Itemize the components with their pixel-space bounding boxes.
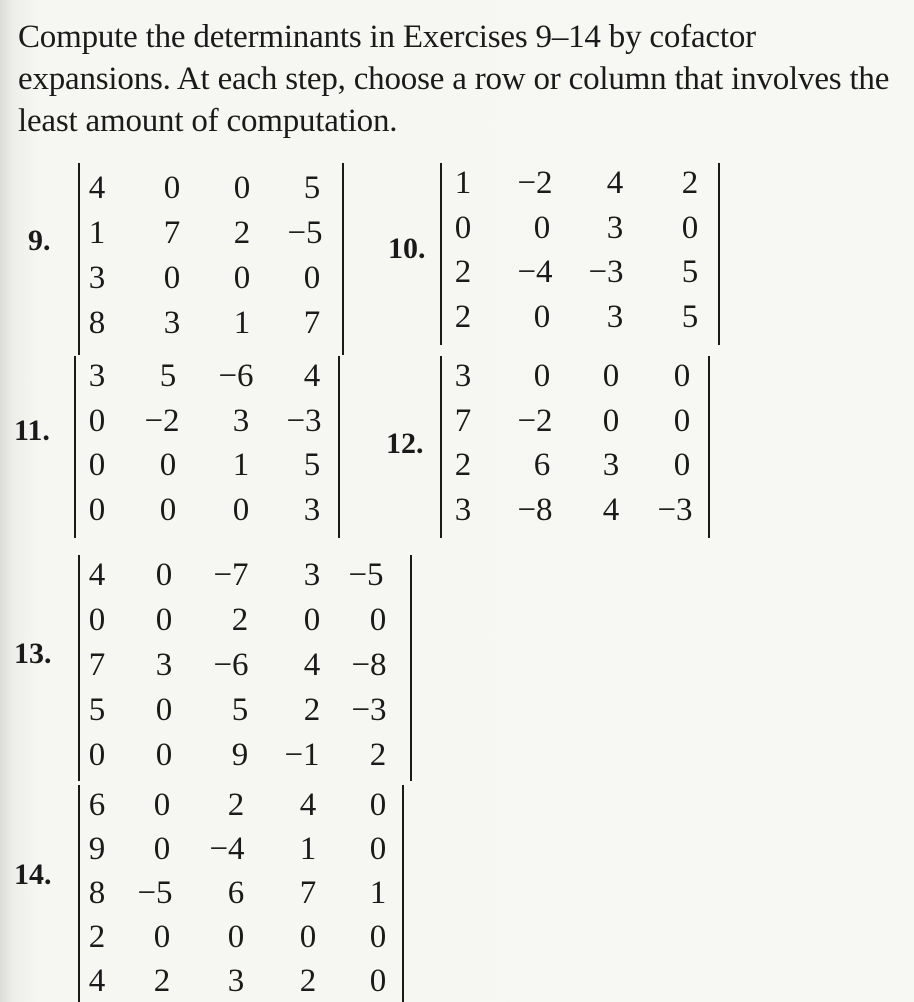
matrix-entry: 4 bbox=[602, 492, 620, 528]
matrix-entry: −4 bbox=[209, 831, 245, 867]
determinant-14 bbox=[78, 785, 404, 1002]
matrix-entry: −5 bbox=[287, 215, 323, 251]
determinant-9 bbox=[78, 163, 344, 355]
matrix-entry: −2 bbox=[517, 403, 553, 439]
matrix-entry: 0 bbox=[369, 787, 387, 823]
matrix-entry: 3 bbox=[606, 299, 624, 335]
matrix-entry: 0 bbox=[88, 447, 106, 483]
exercise-number: 9. bbox=[28, 224, 51, 257]
matrix-entry: 3 bbox=[303, 557, 321, 593]
matrix-entry: 4 bbox=[299, 787, 317, 823]
matrix-entry: 2 bbox=[369, 737, 387, 773]
matrix-entry: 4 bbox=[303, 358, 321, 394]
matrix-entry: 0 bbox=[369, 963, 387, 999]
matrix-entry: −4 bbox=[517, 254, 553, 290]
determinant-11 bbox=[74, 356, 340, 538]
matrix-entry: 1 bbox=[369, 875, 387, 911]
matrix-entry: 2 bbox=[88, 919, 106, 955]
matrix-entry: 6 bbox=[88, 787, 106, 823]
matrix-entry: 0 bbox=[533, 358, 551, 394]
matrix-entry: 0 bbox=[232, 492, 250, 528]
matrix-entry: 1 bbox=[88, 215, 106, 251]
exercise-number: 10. bbox=[388, 232, 426, 265]
matrix-entry: 0 bbox=[602, 358, 620, 394]
matrix-entry: −2 bbox=[517, 165, 553, 201]
matrix-entry: 0 bbox=[233, 260, 251, 296]
matrix-entry: 3 bbox=[606, 210, 624, 246]
matrix-entry: −6 bbox=[218, 358, 254, 394]
matrix-entry: 5 bbox=[159, 358, 177, 394]
matrix-entry: 5 bbox=[231, 692, 249, 728]
matrix-entry: 3 bbox=[602, 447, 620, 483]
matrix-entry: 3 bbox=[454, 492, 472, 528]
matrix-entry: 7 bbox=[303, 305, 321, 341]
matrix-entry: 1 bbox=[232, 447, 250, 483]
matrix-entry: 1 bbox=[299, 831, 317, 867]
matrix-entry: 3 bbox=[454, 358, 472, 394]
matrix-entry: 0 bbox=[163, 260, 181, 296]
matrix-entry: −2 bbox=[144, 403, 180, 439]
matrix-entry: −3 bbox=[351, 692, 387, 728]
matrix-entry: 2 bbox=[233, 215, 251, 251]
matrix-entry: 0 bbox=[153, 831, 171, 867]
matrix-entry: 0 bbox=[163, 170, 181, 206]
matrix-entry: 5 bbox=[303, 447, 321, 483]
matrix-entry: 0 bbox=[303, 260, 321, 296]
matrix-entry: 0 bbox=[88, 737, 106, 773]
determinant-10 bbox=[440, 163, 720, 345]
matrix-entry: 3 bbox=[303, 492, 321, 528]
matrix-entry: −5 bbox=[348, 557, 384, 593]
matrix-entry: 5 bbox=[681, 254, 699, 290]
matrix-entry: 0 bbox=[153, 919, 171, 955]
matrix-entry: 0 bbox=[155, 692, 173, 728]
matrix-entry: 3 bbox=[155, 647, 173, 683]
exercise-number: 12. bbox=[386, 427, 424, 460]
exercise-number: 13. bbox=[14, 637, 52, 670]
matrix-entry: −8 bbox=[517, 492, 553, 528]
matrix-entry: 2 bbox=[299, 963, 317, 999]
matrix-entry: −6 bbox=[213, 647, 249, 683]
matrix-entry: 0 bbox=[673, 447, 691, 483]
matrix-entry: 4 bbox=[88, 170, 106, 206]
matrix-entry: 5 bbox=[681, 299, 699, 335]
instructions-text: Compute the determinants in Exercises 9–14 by cofactor expansions. At each step, choose a row or column that involves the least amount of computation. bbox=[18, 19, 890, 139]
matrix-entry: 3 bbox=[88, 260, 106, 296]
matrix-entry: −3 bbox=[588, 254, 624, 290]
matrix-entry: 0 bbox=[299, 919, 317, 955]
matrix-entry: 2 bbox=[454, 447, 472, 483]
matrix-entry: 4 bbox=[88, 557, 106, 593]
matrix-entry: 2 bbox=[454, 299, 472, 335]
matrix-entry: 0 bbox=[155, 602, 173, 638]
matrix-entry: −1 bbox=[284, 737, 320, 773]
matrix-entry: 9 bbox=[88, 831, 106, 867]
matrix-entry: 4 bbox=[606, 165, 624, 201]
matrix-entry: 0 bbox=[369, 919, 387, 955]
exercise-number: 11. bbox=[14, 414, 50, 447]
matrix-entry: 6 bbox=[227, 875, 245, 911]
matrix-entry: 0 bbox=[159, 447, 177, 483]
matrix-entry: 0 bbox=[303, 602, 321, 638]
matrix-entry: 3 bbox=[227, 963, 245, 999]
matrix-entry: 0 bbox=[155, 557, 173, 593]
matrix-entry: 0 bbox=[369, 602, 387, 638]
matrix-entry: −8 bbox=[351, 647, 387, 683]
matrix-entry: 0 bbox=[673, 403, 691, 439]
matrix-entry: 4 bbox=[88, 963, 106, 999]
matrix-entry: 0 bbox=[233, 170, 251, 206]
matrix-entry: 4 bbox=[303, 647, 321, 683]
matrix-entry: −7 bbox=[213, 557, 249, 593]
exercise-number: 14. bbox=[14, 858, 52, 891]
matrix-entry: 6 bbox=[533, 447, 551, 483]
determinant-13 bbox=[78, 555, 412, 781]
matrix-entry: 0 bbox=[673, 358, 691, 394]
matrix-entry: 5 bbox=[303, 170, 321, 206]
matrix-entry: 0 bbox=[88, 602, 106, 638]
matrix-entry: 9 bbox=[231, 737, 249, 773]
matrix-entry: 5 bbox=[88, 692, 106, 728]
matrix-entry: 8 bbox=[88, 875, 106, 911]
matrix-entry: 3 bbox=[88, 358, 106, 394]
matrix-entry: −3 bbox=[657, 492, 693, 528]
matrix-entry: 0 bbox=[227, 919, 245, 955]
matrix-entry: 0 bbox=[602, 403, 620, 439]
matrix-entry: 0 bbox=[153, 787, 171, 823]
matrix-entry: 1 bbox=[233, 305, 251, 341]
matrix-entry: 7 bbox=[299, 875, 317, 911]
matrix-entry: −3 bbox=[286, 403, 322, 439]
matrix-entry: 0 bbox=[681, 210, 699, 246]
matrix-entry: 0 bbox=[533, 210, 551, 246]
matrix-entry: 0 bbox=[454, 210, 472, 246]
matrix-entry: 7 bbox=[454, 403, 472, 439]
matrix-entry: 2 bbox=[454, 254, 472, 290]
matrix-entry: 2 bbox=[681, 165, 699, 201]
matrix-entry: 7 bbox=[163, 215, 181, 251]
matrix-entry: 7 bbox=[88, 647, 106, 683]
matrix-entry: 1 bbox=[454, 165, 472, 201]
matrix-entry: 0 bbox=[155, 737, 173, 773]
matrix-entry: 0 bbox=[88, 492, 106, 528]
matrix-entry: 0 bbox=[369, 831, 387, 867]
matrix-entry: 3 bbox=[232, 403, 250, 439]
matrix-entry: 0 bbox=[88, 403, 106, 439]
matrix-entry: 0 bbox=[159, 492, 177, 528]
matrix-entry: −5 bbox=[137, 875, 173, 911]
matrix-entry: 0 bbox=[533, 299, 551, 335]
matrix-entry: 2 bbox=[303, 692, 321, 728]
matrix-entry: 8 bbox=[88, 305, 106, 341]
matrix-entry: 2 bbox=[227, 787, 245, 823]
determinant-12 bbox=[440, 356, 710, 538]
matrix-entry: 2 bbox=[153, 963, 171, 999]
matrix-entry: 2 bbox=[231, 602, 249, 638]
matrix-entry: 3 bbox=[163, 305, 181, 341]
